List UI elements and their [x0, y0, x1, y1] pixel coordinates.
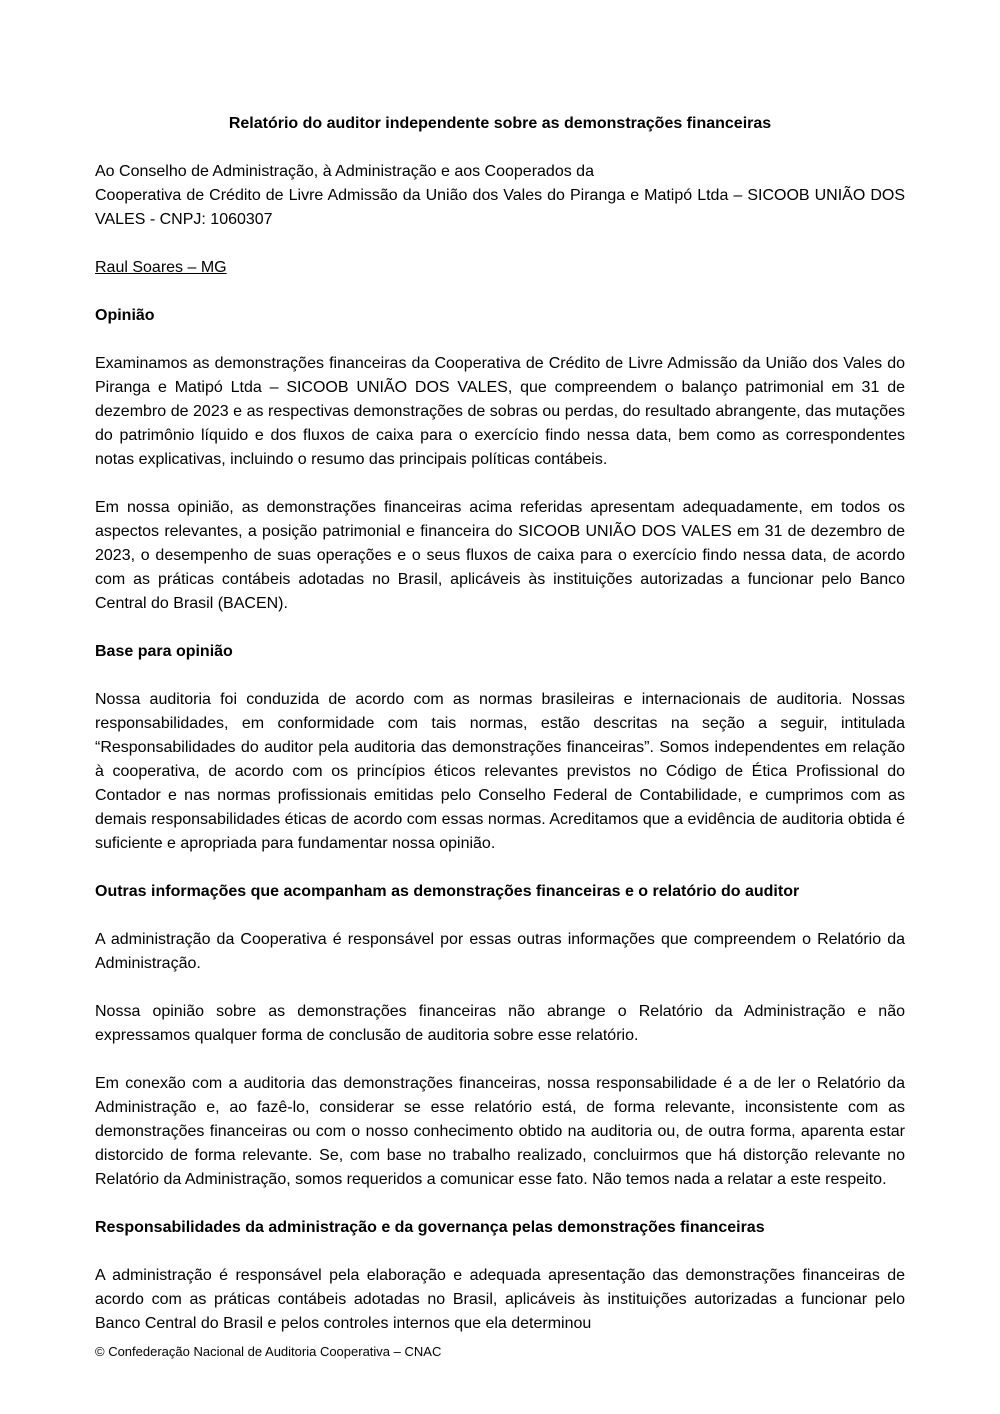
- heading-outras-informacoes: Outras informações que acompanham as demonstrações financeiras e o relatório do auditor: [95, 883, 800, 900]
- addressee-continuation: Cooperativa de Crédito de Livre Admissão da União dos Vales do Piranga e Matipó Ltda – SICOOB UNIÃO DOS VALES - CNPJ: 1060307: [95, 187, 905, 228]
- heading-base-para-opiniao: Base para opinião: [95, 643, 233, 660]
- paragraph-em-conexao: Em conexão com a auditoria das demonstrações financeiras, nossa responsabilidade é a de ler o Relatório da Administração e, ao fazê-lo, considerar se esse relatório está, de forma relevante, inconsistente com as demonstrações financeiras ou com o nosso conhecimento obtido na auditoria ou, de outra forma, aparenta estar distorcido de forma relevante. Se, com base no trabalho realizado, concluirmos que há distorção relevante no Relatório da Administração, somos requeridos a comunicar esse fato. Não temos nada a relatar a este respeito.: [95, 1075, 905, 1188]
- paragraph-administracao-cooperativa: A administração da Cooperativa é responsável por essas outras informações que compreendem o Relatório da Administração.: [95, 931, 905, 972]
- document-title: Relatório do auditor independente sobre as demonstrações financeiras: [228, 115, 772, 132]
- paragraph-administracao-responsavel: A administração é responsável pela elaboração e adequada apresentação das demonstrações financeiras de acordo com as práticas contábeis adotadas no Brasil, aplicáveis às instituições autorizadas a funcionar pelo Banco Central do Brasil e pelos controles internos que ela determinou: [95, 1267, 905, 1332]
- location-line: Raul Soares – MG: [95, 259, 227, 276]
- heading-responsabilidades-administracao: Responsabilidades da administração e da governança pelas demonstrações financeiras: [95, 1219, 765, 1236]
- paragraph-examinamos: Examinamos as demonstrações financeiras da Cooperativa de Crédito de Livre Admissão da União dos Vales do Piranga e Matipó Ltda – SICOOB UNIÃO DOS VALES, que compreendem o balanço patrimonial em 31 de dezembro de 2023 e as respectivas demonstrações de sobras ou perdas, do resultado abrangente, das mutações do patrimônio líquido e dos fluxos de caixa para o exercício findo nessa data, bem como as correspondentes notas explicativas, incluindo o resumo das principais políticas contábeis.: [95, 355, 905, 468]
- page-footer: © Confederação Nacional de Auditoria Cooperativa – CNAC: [95, 1344, 442, 1359]
- paragraph-nossa-opiniao-relatorio: Nossa opinião sobre as demonstrações financeiras não abrange o Relatório da Administração e não expressamos qualquer forma de conclusão de auditoria sobre esse relatório.: [95, 1003, 905, 1044]
- heading-opiniao: Opinião: [95, 307, 155, 324]
- location-block: [95, 256, 905, 280]
- paragraph-em-nossa-opiniao: Em nossa opinião, as demonstrações financeiras acima referidas apresentam adequadamente, em todos os aspectos relevantes, a posição patrimonial e financeira do SICOOB UNIÃO DOS VALES em 31 de dezembro de 2023, o desempenho de suas operações e o seus fluxos de caixa para o exercício findo nessa data, de acordo com as práticas contábeis adotadas no Brasil, aplicáveis às instituições autorizadas a funcionar pelo Banco Central do Brasil (BACEN).: [95, 499, 905, 612]
- paragraph-nossa-auditoria: Nossa auditoria foi conduzida de acordo com as normas brasileiras e internacionais de auditoria. Nossas responsabilidades, em conformidade com tais normas, estão descritas na seção a seguir, intitulada “Responsabilidades do auditor pela auditoria das demonstrações financeiras”. Somos independentes em relação à cooperativa, de acordo com os princípios éticos relevantes previstos no Código de Ética Profissional do Contador e nas normas profissionais emitidas pelo Conselho Federal de Contabilidade, e cumprimos com as demais responsabilidades éticas de acordo com essas normas. Acreditamos que a evidência de auditoria obtida é suficiente e apropriada para fundamentar nossa opinião.: [95, 691, 905, 852]
- addressee-line: Ao Conselho de Administração, à Administração e aos Cooperados da: [95, 163, 594, 180]
- addressee-block: [95, 160, 905, 232]
